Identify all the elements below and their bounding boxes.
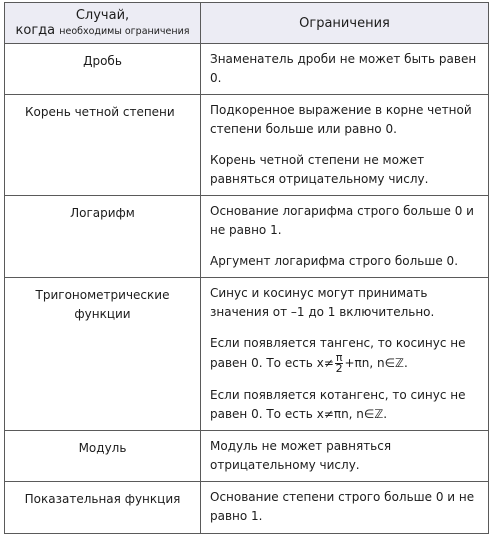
restriction-text: Знаменатель дроби не может быть равен 0. bbox=[210, 52, 477, 85]
header-cases-line2: когда bbox=[15, 22, 56, 38]
restriction-text: Основание степени строго больше 0 и не равно 1. bbox=[210, 490, 475, 523]
table-row bbox=[5, 431, 489, 482]
cotangent-text: Если появляется котангенс, то синус не равен 0. То есть x bbox=[210, 388, 466, 421]
case-line: Тригонометрические bbox=[35, 288, 170, 302]
case-cell: Логарифм bbox=[5, 196, 201, 278]
table-row bbox=[5, 482, 489, 534]
cotangent-tail: ≠πn, n∈ℤ. bbox=[323, 407, 388, 421]
case-cell bbox=[5, 278, 201, 431]
pi-over-two-fraction bbox=[335, 353, 344, 374]
header-cases-small: необходимы ограничения bbox=[59, 25, 190, 37]
restrictions-table bbox=[4, 2, 489, 534]
header-restrictions: Ограничения bbox=[201, 3, 489, 44]
restriction-cell bbox=[201, 95, 489, 196]
restriction-cell bbox=[201, 431, 489, 482]
table-row bbox=[5, 95, 489, 196]
case-cell: Модуль bbox=[5, 431, 201, 482]
not-equal-sign: ≠ bbox=[323, 356, 334, 370]
case-cell: Корень четной степени bbox=[5, 95, 201, 196]
fraction-numerator: π bbox=[335, 351, 343, 364]
case-cell: Дробь bbox=[5, 44, 201, 95]
table-row bbox=[5, 278, 489, 431]
restriction-cell bbox=[201, 278, 489, 431]
tangent-tail: +πn, n∈ℤ. bbox=[344, 356, 408, 370]
case-line: функции bbox=[74, 307, 131, 321]
restriction-text: Корень четной степени не может равняться отрицательному числу. bbox=[210, 153, 429, 186]
tangent-text: Если появляется тангенс, то косинус не равен 0. То есть x bbox=[210, 336, 466, 370]
table-header-row bbox=[5, 3, 489, 44]
header-cases-line1: Случай, bbox=[75, 7, 130, 23]
restriction-cell bbox=[201, 44, 489, 95]
header-cases bbox=[5, 3, 201, 44]
case-cell: Показательная функция bbox=[5, 482, 201, 534]
restriction-text: Модуль не может равняться отрицательному числу. bbox=[210, 439, 392, 472]
restriction-tangent bbox=[210, 334, 480, 374]
table-row bbox=[5, 196, 489, 278]
restriction-cell bbox=[201, 482, 489, 534]
restriction-cell bbox=[201, 196, 489, 278]
restriction-cotangent bbox=[210, 386, 480, 424]
restriction-text: Синус и косинус могут принимать значения от –1 до 1 включительно. bbox=[210, 286, 435, 319]
restriction-text: Подкоренное выражение в корне четной степени больше или равно 0. bbox=[210, 103, 472, 136]
restriction-text: Аргумент логарифма строго больше 0. bbox=[210, 254, 459, 268]
fraction-denominator: 2 bbox=[335, 362, 343, 375]
restriction-text: Основание логарифма строго больше 0 и не равно 1. bbox=[210, 204, 474, 237]
table-row bbox=[5, 44, 489, 95]
